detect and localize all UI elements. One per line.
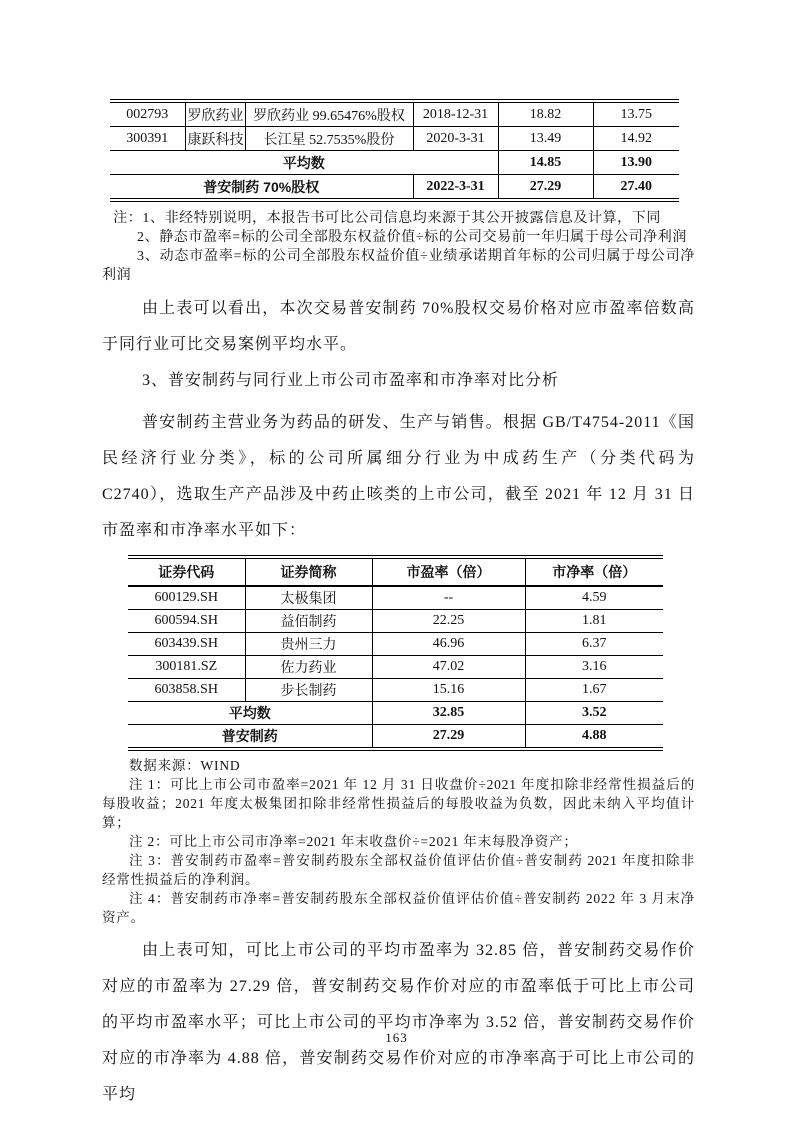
cell-target-label: 普安制药: [128, 725, 372, 750]
comparable-transactions-table: [110, 99, 679, 202]
cell-pe: 46.96: [372, 633, 525, 656]
table-row: [128, 633, 663, 656]
cell-code: 300181.SZ: [128, 656, 245, 679]
cell-subject: 罗欣药业 99.65476%股权: [245, 101, 413, 127]
cell-code: 603858.SH: [128, 679, 245, 702]
cell-pe: --: [372, 586, 525, 610]
cell-pe: 47.02: [372, 656, 525, 679]
table2-notes: [102, 756, 695, 927]
table1-notes: [102, 209, 695, 285]
cell-date: 2020-3-31: [413, 127, 498, 151]
table-row: [128, 656, 663, 679]
note-line: 注 2：可比上市公司市净率=2021 年末收盘价÷=2021 年末每股净资产；: [129, 834, 578, 849]
cell-code: 600594.SH: [128, 610, 245, 633]
col-header-pb: 市净率（倍）: [525, 557, 663, 586]
cell-pb: 3.16: [525, 656, 663, 679]
cell-target-pe: 27.29: [372, 725, 525, 750]
cell-name: 步长制药: [245, 679, 372, 702]
cell-pb: 4.59: [525, 586, 663, 610]
cell-average-static-pe: 14.85: [498, 151, 593, 175]
cell-pb: 1.81: [525, 610, 663, 633]
cell-name: 太极集团: [245, 586, 372, 610]
data-source-line: 数据来源：WIND: [129, 758, 241, 773]
note-line: 注 4：普安制药市净率=普安制药股东全部权益价值评估价值÷普安制药 2022 年 3 月末净资产。: [102, 891, 695, 925]
cell-date: 2018-12-31: [413, 101, 498, 127]
comparable-listed-companies-table: [128, 555, 663, 751]
note-line: 注：1、非经特别说明，本报告书可比公司信息均来源于其公开披露信息及计算，下同: [113, 211, 661, 226]
cell-static-pe: 13.49: [498, 127, 593, 151]
note-line: 注 3：普安制药市盈率=普安制药股东全部权益价值评估价值÷普安制药 2021 年度扣除非经常性损益后的净利润。: [102, 853, 695, 887]
cell-dynamic-pe: 14.92: [593, 127, 679, 151]
target-row: [128, 725, 663, 750]
cell-name: 贵州三力: [245, 633, 372, 656]
cell-average-pb: 3.52: [525, 702, 663, 725]
col-header-code: 证券代码: [128, 557, 245, 586]
cell-name: 佐力药业: [245, 656, 372, 679]
table-row: [128, 610, 663, 633]
average-row: [128, 702, 663, 725]
paragraph-industry-intro: 普安制药主营业务为药品的研发、生产与销售。根据 GB/T4754-2011《国民经济行业分类》，标的公司所属细分行业为中成药生产（分类代码为 C2740），选取生产产品涉及中药止咳类的上市公司，截至 2021 年 12 月 31 日市盈率和市净率水平如下：: [102, 414, 695, 539]
paragraph-conclusion-pe: 由上表可以看出，本次交易普安制药 70%股权交易价格对应市盈率倍数高于同行业可比交易案例平均水平。: [102, 300, 695, 353]
cell-dynamic-pe: 13.75: [593, 101, 679, 127]
col-header-name: 证券简称: [245, 557, 372, 586]
cell-target-label: 普安制药 70%股权: [110, 175, 413, 201]
cell-average-label: 平均数: [128, 702, 372, 725]
cell-target-dynamic-pe: 27.40: [593, 175, 679, 201]
cell-target-pb: 4.88: [525, 725, 663, 750]
table-row: [128, 679, 663, 702]
cell-code: 600129.SH: [128, 586, 245, 610]
note-line: 2、静态市盈率=标的公司全部股东权益价值÷标的公司交易前一年归属于母公司净利润: [137, 230, 687, 245]
cell-target-date: 2022-3-31: [413, 175, 498, 201]
cell-company-name: 罗欣药业: [185, 101, 245, 127]
note-line: 注 1：可比上市公司市盈率=2021 年 12 月 31 日收盘价÷2021 年度扣除非经常性损益后的每股收益；2021 年度太极集团扣除非经常性损益后的每股收益为负数，因此未纳入平均值计算；: [102, 777, 695, 830]
table-row: [110, 101, 679, 127]
col-header-pe: 市盈率（倍）: [372, 557, 525, 586]
cell-static-pe: 18.82: [498, 101, 593, 127]
cell-stock-code: 300391: [110, 127, 185, 151]
cell-pe: 22.25: [372, 610, 525, 633]
cell-average-pe: 32.85: [372, 702, 525, 725]
cell-pb: 1.67: [525, 679, 663, 702]
cell-pe: 15.16: [372, 679, 525, 702]
cell-pb: 6.37: [525, 633, 663, 656]
cell-company-name: 康跃科技: [185, 127, 245, 151]
page-number: 163: [385, 1030, 408, 1045]
cell-target-static-pe: 27.29: [498, 175, 593, 201]
cell-average-dynamic-pe: 13.90: [593, 151, 679, 175]
section-heading: 3、普安制药与同行业上市公司市盈率和市净率对比分析: [142, 372, 560, 389]
cell-average-label: 平均数: [110, 151, 498, 175]
cell-code: 603439.SH: [128, 633, 245, 656]
table-row: [128, 586, 663, 610]
note-line: 3、动态市盈率=标的公司全部股东权益价值÷业绩承诺期首年标的公司归属于母公司净利润: [102, 249, 695, 283]
cell-stock-code: 002793: [110, 101, 185, 127]
table-row: [110, 127, 679, 151]
cell-subject: 长江星 52.7535%股份: [245, 127, 413, 151]
target-row: [110, 175, 679, 201]
cell-name: 益佰制药: [245, 610, 372, 633]
paragraph-conclusion-comparison: 由上表可知，可比上市公司的平均市盈率为 32.85 倍，普安制药交易作价对应的市盈率为 27.29 倍，普安制药交易作价对应的市盈率低于可比上市公司的平均市盈率水平；可比上市公司的平均市净率为 3.52 倍，普安制药交易作价对应的市净率为 4.88 倍，普安制药交易作价对应的市净率高于可比上市公司的平均: [102, 942, 695, 1103]
average-row: [110, 151, 679, 175]
header-row: [128, 557, 663, 586]
